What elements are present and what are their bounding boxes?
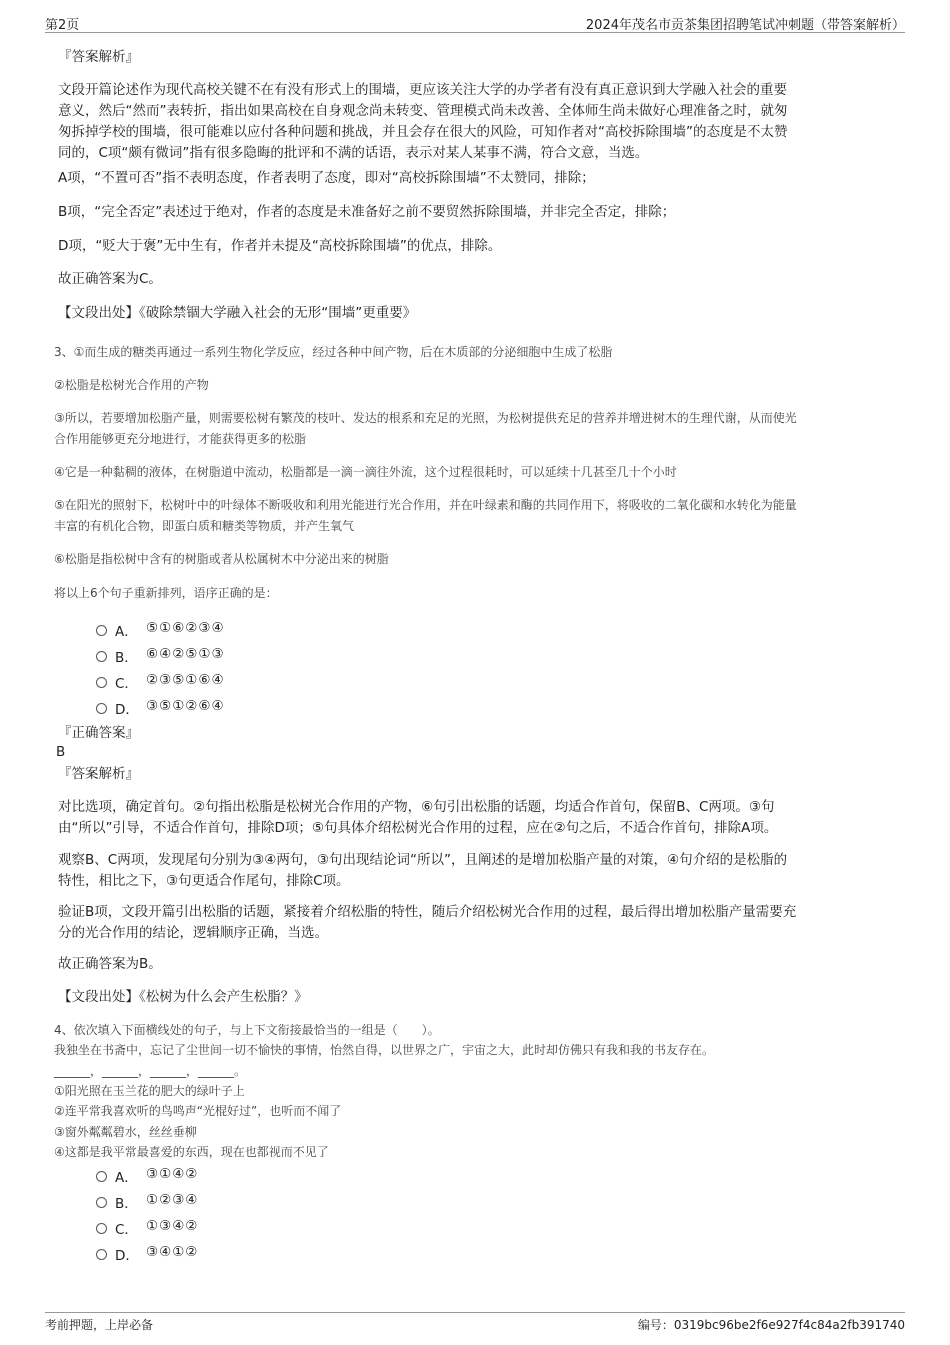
option-letter: A． <box>115 1170 138 1186</box>
q4-sentence-2: ②连平常我喜欢听的鸟鸣声“光棍好过”，也听而不闻了 <box>54 1104 342 1118</box>
radio-icon[interactable] <box>96 1249 107 1260</box>
footer-slogan: 考前押题，上岸必备 <box>45 1318 154 1332</box>
option-letter: C． <box>115 1222 138 1238</box>
radio-icon[interactable] <box>96 1223 107 1234</box>
option-value: ⑥④②⑤①③ <box>146 646 225 662</box>
option-letter: D． <box>115 702 139 718</box>
q4-sentence-3: ③窗外粼粼碧水，丝丝垂柳 <box>54 1125 197 1139</box>
option-letter: B． <box>115 650 138 666</box>
option-letter: C． <box>115 676 138 692</box>
radio-icon[interactable] <box>96 625 107 636</box>
q4-sentence-4: ④这都是我平常最喜爱的东西，现在也都视而不见了 <box>54 1145 329 1159</box>
q4-blanks: ______，______，______，______。 <box>54 1064 247 1078</box>
q3-analysis-title: 『答案解析』 <box>58 766 139 782</box>
q3-answer: B <box>56 744 66 760</box>
option-value: ③④①② <box>146 1244 199 1260</box>
option-letter: A． <box>115 624 138 640</box>
text-line: 同的，C项“颇有微词”指有很多隐晦的批评和不满的话语，表示对某人某事不满，符合文意，当选。 <box>58 145 649 161</box>
option-value: ⑤①⑥②③④ <box>146 620 225 636</box>
option-letter: B． <box>115 1196 138 1212</box>
text-line: 由“所以”引导，不适合作首句，排除D项；⑤句具体介绍松树光合作用的过程，应在②句之后，不适合作首句，排除A项。 <box>58 820 778 836</box>
q2-analysis-option-d: D项，“贬大于褒”无中生有，作者并未提及“高校拆除围墙”的优点，排除。 <box>58 238 502 254</box>
q2-analysis-paragraph <box>58 80 788 164</box>
text-line: 丰富的有机化合物，即蛋白质和糖类等物质，并产生氧气 <box>54 519 355 533</box>
page-header <box>45 12 905 33</box>
q4-passage: 我独坐在书斋中，忘记了尘世间一切不愉快的事情，怡然自得，以世界之广，宇宙之大，此时却仿佛只有我和我的书友存在。 <box>54 1043 715 1057</box>
q4-sentence-1: ①阳光照在玉兰花的肥大的绿叶子上 <box>54 1084 245 1098</box>
q3-analysis-paragraph-3 <box>58 902 796 944</box>
document-id: 编号：0319bc96be2f6e927f4c84a2fb391740 <box>637 1318 905 1332</box>
q3-sentence-2: ②松脂是松树光合作用的产物 <box>54 378 209 392</box>
text-line: 合作用能够更充分地进行，才能获得更多的松脂 <box>54 432 307 446</box>
text-line: 观察B、C两项，发现尾句分别为③④两句，③句出现结论词“所以”，且阐述的是增加松脂产量的对策，④句介绍的是松脂的 <box>58 852 788 868</box>
q3-sentence-6: ⑥松脂是指松树中含有的树脂或者从松属树木中分泌出来的树脂 <box>54 552 389 566</box>
q3-prompt: 将以上6个句子重新排列，语序正确的是： <box>54 586 278 600</box>
option-value: ③⑤①②⑥④ <box>146 698 225 714</box>
text-line: 对比选项，确定首句。②句指出松脂是松树光合作用的产物，⑥句引出松脂的话题，均适合作首句，保留B、C两项。③句 <box>58 799 775 815</box>
radio-icon[interactable] <box>96 677 107 688</box>
radio-icon[interactable] <box>96 651 107 662</box>
q3-conclusion: 故正确答案为B。 <box>58 956 162 972</box>
q3-sentence-4: ④它是一种黏稠的液体，在树脂道中流动，松脂都是一滴一滴往外流，这个过程很耗时，可以延续十几甚至几十个小时 <box>54 465 677 479</box>
text-line: 特性，相比之下，③句更适合作尾句，排除C项。 <box>58 873 350 889</box>
page-footer <box>45 1312 905 1332</box>
option-value: ③①④② <box>146 1166 199 1182</box>
text-line: 匆拆掉学校的围墙，很可能难以应付各种问题和挑战，并且会存在很大的风险，可知作者对“高校拆除围墙”的态度是不太赞 <box>58 124 788 140</box>
document-title: 2024年茂名市贡茶集团招聘笔试冲刺题（带答案解析） <box>585 18 905 33</box>
option-value: ①③④② <box>146 1218 199 1234</box>
q3-answer-title: 『正确答案』 <box>58 725 139 741</box>
text-line: 文段开篇论述作为现代高校关键不在有没有形式上的围墙，更应该关注大学的办学者有没有真正意识到大学融入社会的重要 <box>58 82 787 98</box>
q2-conclusion: 故正确答案为C。 <box>58 271 162 287</box>
q3-sentence-3 <box>54 408 797 450</box>
q3-stem: 3、①而生成的糖类再通过一系列生物化学反应，经过各种中间产物，后在木质部的分泌细胞中生成了松脂 <box>54 345 613 359</box>
text-line: 意义，然后“然而”表转折，指出如果高校在自身观念尚未转变、管理模式尚未改善、全体师生尚未做好心理准备之时，就匆 <box>58 103 788 119</box>
q2-source: 【文段出处】《破除禁锢大学融入社会的无形“围墙”更重要》 <box>58 305 417 321</box>
text-line: 验证B项，文段开篇引出松脂的话题，紧接着介绍松脂的特性，随后介绍松树光合作用的过程，最后得出增加松脂产量需要充 <box>58 904 797 920</box>
radio-icon[interactable] <box>96 1197 107 1208</box>
text-line: 分的光合作用的结论，逻辑顺序正确，当选。 <box>58 925 328 941</box>
radio-icon[interactable] <box>96 703 107 714</box>
option-letter: D． <box>115 1248 139 1264</box>
option-value: ①②③④ <box>146 1192 199 1208</box>
q3-source: 【文段出处】《松树为什么会产生松脂？》 <box>58 989 308 1005</box>
q2-analysis-title: 『答案解析』 <box>58 49 139 65</box>
text-line: ③所以，若要增加松脂产量，则需要松树有繁茂的枝叶、发达的根系和充足的光照，为松树提供充足的营养并增进树木的生理代谢，从而使光 <box>54 411 797 425</box>
q2-analysis-option-b: B项，“完全否定”表述过于绝对，作者的态度是未准备好之前不要贸然拆除围墙，并非完全否定，排除； <box>58 204 676 220</box>
q3-sentence-5 <box>54 495 797 537</box>
text-line: ⑤在阳光的照射下，松树叶中的叶绿体不断吸收和利用光能进行光合作用，并在叶绿素和酶的共同作用下，将吸收的二氧化碳和水转化为能量 <box>54 498 797 512</box>
option-value: ②③⑤①⑥④ <box>146 672 225 688</box>
page-number: 第2页 <box>45 18 80 33</box>
q2-analysis-option-a: A项，“不置可否”指不表明态度，作者表明了态度，即对“高校拆除围墙”不太赞同，排除； <box>58 170 595 186</box>
q4-stem: 4、依次填入下面横线处的句子，与上下文衔接最恰当的一组是（ ）。 <box>54 1023 440 1037</box>
q3-analysis-paragraph-1 <box>58 797 777 839</box>
radio-icon[interactable] <box>96 1171 107 1182</box>
q3-analysis-paragraph-2 <box>58 850 787 892</box>
